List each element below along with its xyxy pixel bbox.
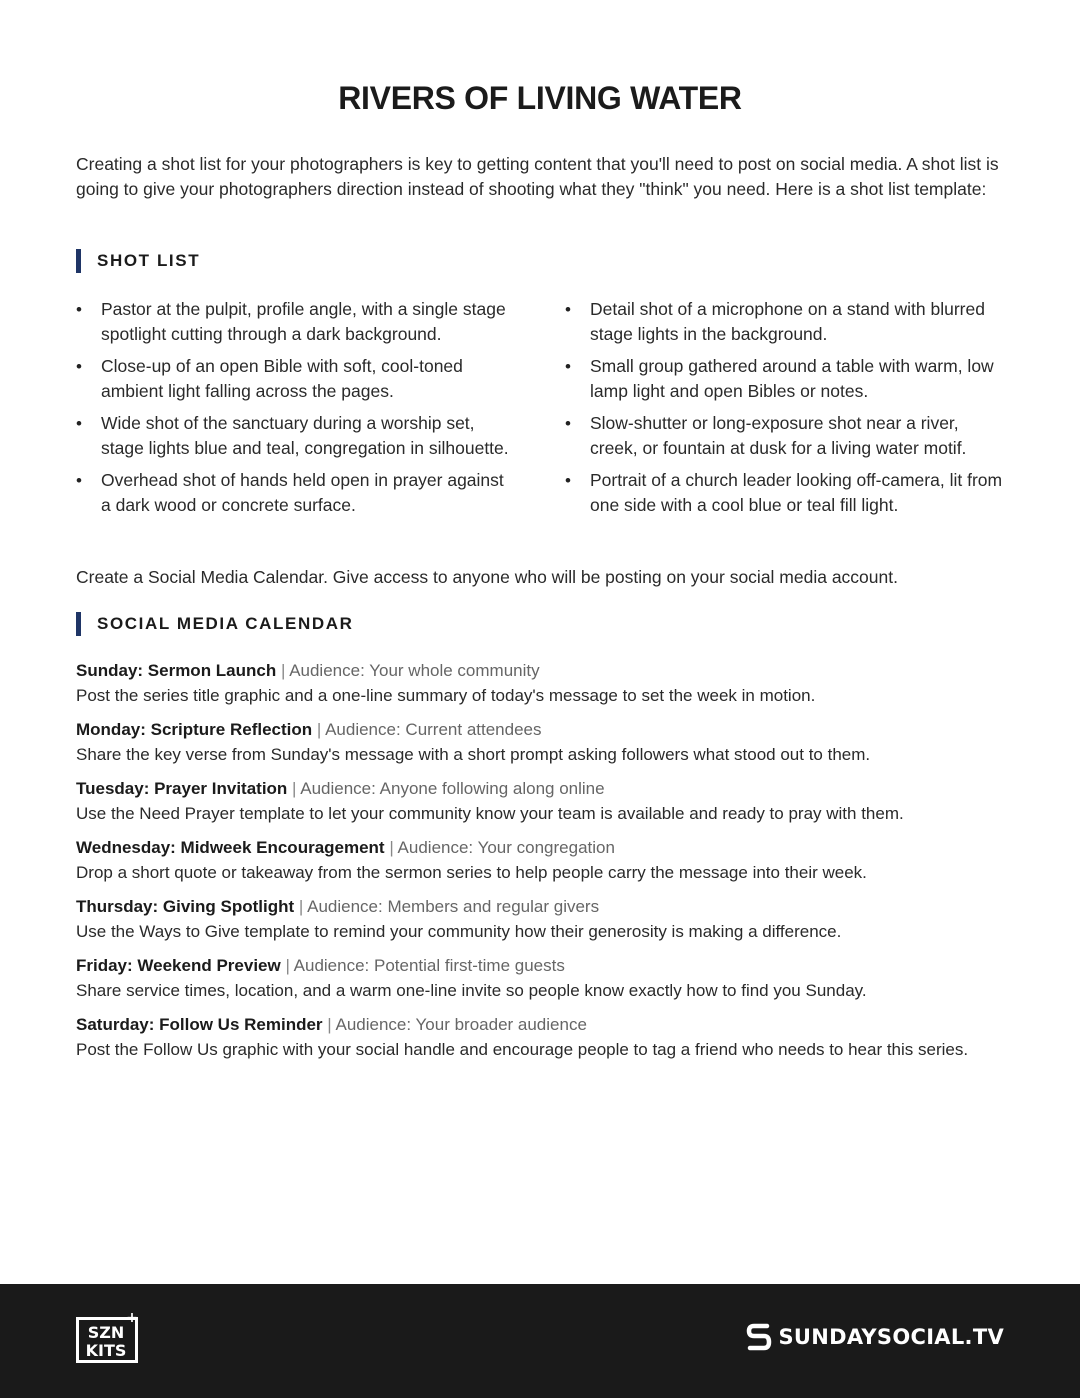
shot-list-item	[565, 354, 1005, 404]
shot-list-item-text: Detail shot of a microphone on a stand with blurred stage lights in the background.	[590, 299, 985, 344]
calendar-day-audience: Audience: Anyone following along online	[300, 779, 605, 798]
calendar-day-name: Thursday: Giving Spotlight	[76, 897, 295, 916]
separator: |	[384, 838, 398, 857]
calendar-day-description: Post the series title graphic and a one-line summary of today's message to set the week in motion.	[76, 686, 816, 705]
section-title: SOCIAL MEDIA CALENDAR	[97, 614, 354, 633]
separator: |	[322, 1015, 336, 1034]
szn-logo-plus: +	[126, 1310, 138, 1326]
shot-list-item-text: Overhead shot of hands held open in prayer against a dark wood or concrete surface.	[101, 470, 504, 515]
calendar-day-description: Use the Need Prayer template to let your community know your team is available and ready to pray with them.	[76, 804, 904, 823]
calendar-day-header	[76, 953, 1016, 978]
shot-list-heading	[76, 249, 200, 273]
calendar-day-audience: Audience: Your congregation	[397, 838, 615, 857]
section-title: SHOT LIST	[97, 251, 201, 270]
shot-list-item-text: Slow-shutter or long-exposure shot near a river, creek, or fountain at dusk for a living water motif.	[590, 413, 967, 458]
calendar-day-description: Share service times, location, and a warm one-line invite so people know exactly how to find you Sunday.	[76, 981, 867, 1000]
separator: |	[276, 661, 290, 680]
calendar-day-audience: Audience: Members and regular givers	[307, 897, 600, 916]
calendar-intro: Create a Social Media Calendar. Give access to anyone who will be posting on your social media account.	[76, 567, 898, 587]
separator: |	[294, 897, 308, 916]
shot-list-left-column	[76, 297, 516, 525]
bullet-icon: •	[76, 414, 82, 433]
calendar-day-name: Tuesday: Prayer Invitation	[76, 779, 288, 798]
shot-list-item	[565, 297, 1005, 347]
bullet-icon: •	[565, 471, 571, 490]
separator: |	[280, 956, 294, 975]
intro-paragraph: Creating a shot list for your photographers is key to getting content that you'll need to post on social media. A shot list is going to give your photographers direction instead of shooting what they "think" you need. Here is a shot list template:	[76, 154, 999, 199]
calendar-day-description: Post the Follow Us graphic with your social handle and encourage people to tag a friend who needs to hear this series.	[76, 1040, 969, 1059]
bullet-icon: •	[565, 300, 571, 319]
calendar-day-name: Monday: Scripture Reflection	[76, 720, 313, 739]
calendar-day	[76, 776, 1016, 826]
page-title: RIVERS OF LIVING WATER	[338, 80, 742, 116]
calendar-day	[76, 953, 1016, 1003]
calendar-day-header	[76, 1012, 1016, 1037]
shot-list-item	[565, 468, 1005, 518]
bullet-icon: •	[76, 471, 82, 490]
calendar-day-header	[76, 894, 1016, 919]
shot-list-item	[76, 411, 516, 461]
separator: |	[287, 779, 301, 798]
calendar-day-header	[76, 776, 1016, 801]
calendar-day	[76, 835, 1016, 885]
shot-list-item-text: Pastor at the pulpit, profile angle, with a single stage spotlight cutting through a dark background.	[101, 299, 506, 344]
section-accent-bar	[76, 249, 81, 273]
bullet-icon: •	[76, 357, 82, 376]
calendar-day-header	[76, 717, 1016, 742]
calendar-day	[76, 894, 1016, 944]
calendar-day	[76, 658, 1016, 708]
social-media-calendar	[76, 658, 1016, 1071]
sundaysocial-logo	[746, 1322, 1004, 1352]
bullet-icon: •	[76, 300, 82, 319]
shot-list-item-text: Small group gathered around a table with warm, low lamp light and open Bibles or notes.	[590, 356, 994, 401]
shot-list-item	[76, 468, 516, 518]
calendar-day-header	[76, 658, 1016, 683]
calendar-day-description: Drop a short quote or takeaway from the sermon series to help people carry the message into their week.	[76, 863, 867, 882]
bullet-icon: •	[565, 357, 571, 376]
calendar-day-name: Wednesday: Midweek Encouragement	[76, 838, 385, 857]
shot-list-item-text: Close-up of an open Bible with soft, cool-toned ambient light falling across the pages.	[101, 356, 463, 401]
shot-list-item	[565, 411, 1005, 461]
calendar-day	[76, 717, 1016, 767]
footer	[0, 1284, 1080, 1398]
shot-list-item	[76, 297, 516, 347]
calendar-day-name: Saturday: Follow Us Reminder	[76, 1015, 323, 1034]
s-logo-icon	[746, 1322, 772, 1352]
shot-list-right-column	[565, 297, 1005, 525]
calendar-day	[76, 1012, 1016, 1062]
shot-list-item-text: Portrait of a church leader looking off-camera, lit from one side with a cool blue or teal fill light.	[590, 470, 1003, 515]
calendar-day-description: Use the Ways to Give template to remind your community how their generosity is making a difference.	[76, 922, 842, 941]
calendar-day-name: Sunday: Sermon Launch	[76, 661, 277, 680]
calendar-day-audience: Audience: Your whole community	[289, 661, 540, 680]
bullet-icon: •	[565, 414, 571, 433]
szn-logo-line1: SZN	[87, 1323, 125, 1342]
calendar-day-header	[76, 835, 1016, 860]
sundaysocial-text: SUNDAYSOCIAL.TV	[778, 1325, 1004, 1349]
separator: |	[312, 720, 326, 739]
calendar-day-audience: Audience: Your broader audience	[335, 1015, 587, 1034]
calendar-day-audience: Audience: Potential first-time guests	[293, 956, 565, 975]
calendar-heading	[76, 612, 354, 636]
calendar-day-audience: Audience: Current attendees	[325, 720, 542, 739]
calendar-day-description: Share the key verse from Sunday's message with a short prompt asking followers what stood out to them.	[76, 745, 871, 764]
section-accent-bar	[76, 612, 81, 636]
szn-kits-logo	[76, 1312, 136, 1364]
shot-list-item	[76, 354, 516, 404]
shot-list-item-text: Wide shot of the sanctuary during a worship set, stage lights blue and teal, congregation in silhouette.	[101, 413, 509, 458]
calendar-day-name: Friday: Weekend Preview	[76, 956, 281, 975]
szn-logo-line2: KITS	[85, 1341, 127, 1360]
